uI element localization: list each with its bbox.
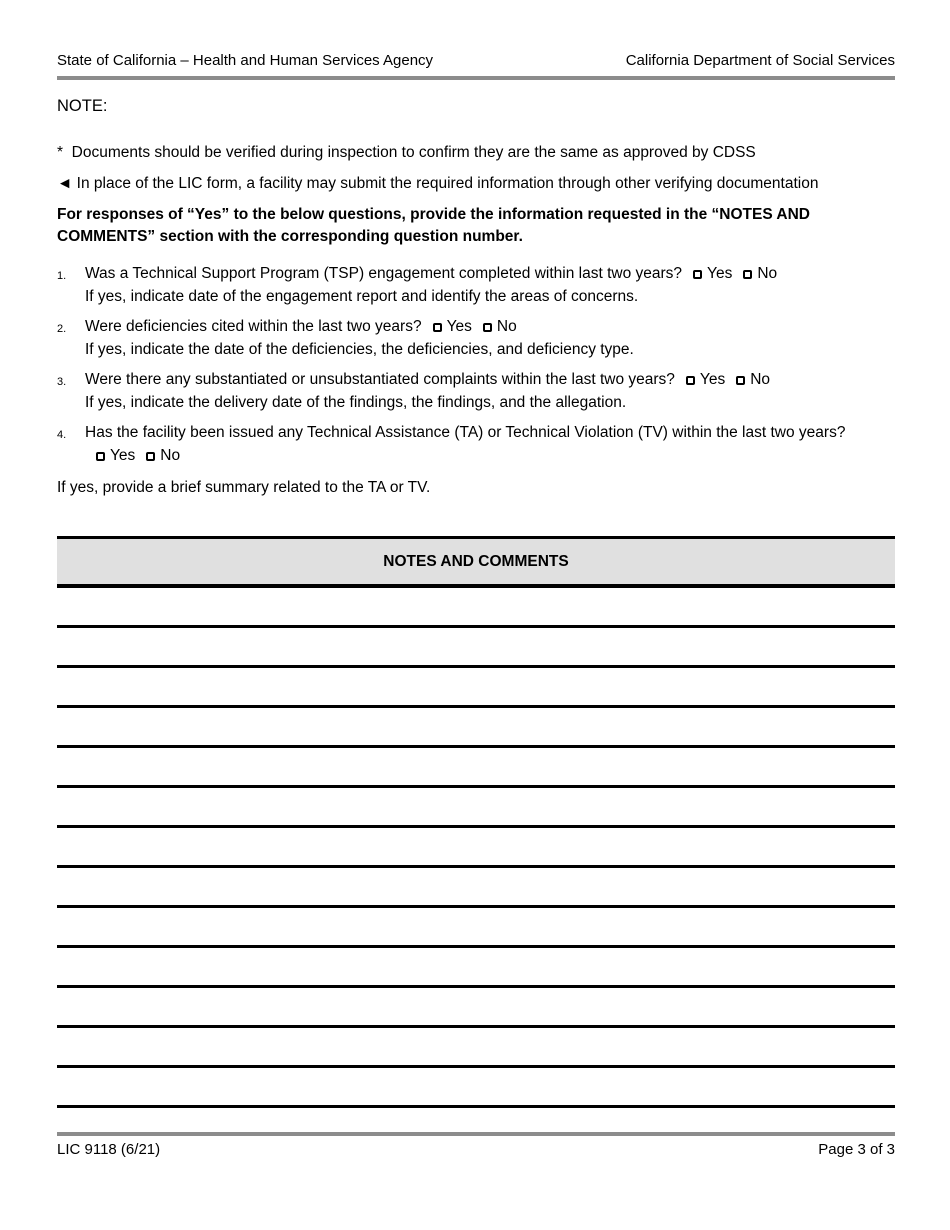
no-label: No [757,265,778,282]
question-row [57,263,895,308]
no-checkbox[interactable] [146,452,155,461]
header-agency-right: California Department of Social Services [625,52,895,69]
triangle-marker-icon: ◄ [57,175,73,192]
yes-label: Yes [699,371,726,388]
notes-ruled-line [57,628,895,668]
notes-ruled-line [57,668,895,708]
question-followup: If yes, indicate date of the engagement report and identify the areas of concerns. [85,287,639,305]
question-followup: If yes, indicate the delivery date of the findings, the findings, and the allegation. [85,393,627,411]
notes-ruled-line [57,908,895,948]
question-text: Were deficiencies cited within the last two years? [85,318,422,335]
yes-checkbox-group[interactable] [96,447,135,464]
question-row [57,369,895,414]
question-body [85,316,895,361]
notes-ruled-line [57,748,895,788]
notes-ruled-line [57,948,895,988]
no-checkbox-group[interactable] [483,318,517,335]
yes-checkbox-group[interactable] [693,265,732,282]
yes-label: Yes [707,265,733,282]
footer-divider [57,1132,895,1136]
yes-checkbox-group[interactable] [686,371,725,388]
notes-ruled-line [57,988,895,1028]
no-label: No [496,318,517,335]
notes-lines [57,588,895,1108]
question-body [85,422,895,467]
note-item-lic-form [57,173,895,195]
note-item-text: Documents should be verified during inspection to confirm they are the same as approved by CDSS [71,144,756,161]
yes-checkbox[interactable] [433,323,442,332]
page-header [57,52,895,70]
notes-ruled-line [57,588,895,628]
no-checkbox-group[interactable] [736,371,770,388]
question-number: 4. [57,429,67,441]
notes-section-title: NOTES AND COMMENTS [383,553,569,570]
yes-checkbox[interactable] [96,452,105,461]
questions-list [57,263,895,467]
header-divider [57,76,895,80]
asterisk-marker: * [57,144,64,161]
notes-ruled-line [57,828,895,868]
summary-note: If yes, provide a brief summary related to the TA or TV. [57,479,431,496]
note-label: NOTE: [57,97,108,115]
no-checkbox-group[interactable] [146,447,180,464]
no-checkbox[interactable] [743,270,752,279]
question-text: Has the facility been issued any Technical Assistance (TA) or Technical Violation (TV) within the last two years? [85,424,846,441]
yes-responses-instruction: For responses of “Yes” to the below questions, provide the information requested in the “NOTES AND COMMENTS” section with the corresponding question number. [57,206,810,245]
no-checkbox[interactable] [736,376,745,385]
no-checkbox-group[interactable] [743,265,777,282]
yes-checkbox[interactable] [686,376,695,385]
yes-checkbox[interactable] [693,270,702,279]
question-number: 3. [57,376,67,388]
yes-label: Yes [446,318,472,335]
question-number: 1. [57,270,67,282]
yes-label: Yes [110,446,136,464]
question-text: Were there any substantiated or unsubstantiated complaints within the last two years? [85,371,675,388]
no-label: No [750,371,771,388]
question-body [85,263,895,308]
question-row [57,422,895,467]
question-row [57,316,895,361]
no-label: No [160,446,181,464]
page-number: Page 3 of 3 [818,1141,895,1158]
question-text: Was a Technical Support Program (TSP) engagement completed within last two years? [85,265,683,282]
header-agency-left: State of California – Health and Human Services Agency [57,52,434,69]
page-footer [57,1140,895,1159]
question-followup: If yes, indicate the date of the deficiencies, the deficiencies, and deficiency type. [85,340,634,358]
note-item-documents [57,142,895,164]
yes-checkbox-group[interactable] [433,318,472,335]
note-item-text: In place of the LIC form, a facility may submit the required information through other verifying documentation [76,175,819,192]
notes-ruled-line [57,1028,895,1068]
notes-ruled-line [57,1068,895,1108]
question-body [85,369,895,414]
form-number: LIC 9118 (6/21) [57,1141,161,1158]
question-number: 2. [57,323,67,335]
notes-ruled-line [57,708,895,748]
notes-ruled-line [57,788,895,828]
notes-ruled-line [57,868,895,908]
no-checkbox[interactable] [483,323,492,332]
notes-section-header [57,536,895,588]
